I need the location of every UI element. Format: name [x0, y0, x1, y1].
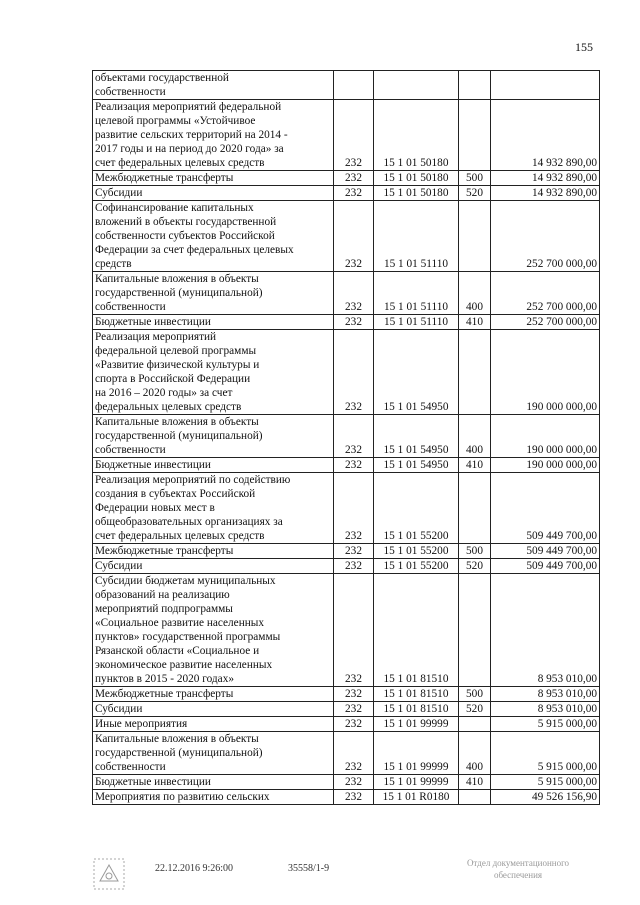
- row-sum-cell: 5 915 000,00: [491, 775, 600, 790]
- row-type-cell: 410: [459, 315, 491, 330]
- row-code-cell: 232: [334, 458, 374, 473]
- footer-doc-number: 35558/1-9: [288, 863, 330, 874]
- row-article-cell: 15 1 01 81510: [374, 702, 459, 717]
- table-row: [93, 790, 600, 805]
- row-article-cell: 15 1 01 55200: [374, 544, 459, 559]
- row-sum-cell: 8 953 010,00: [491, 702, 600, 717]
- row-name-cell: Реализация мероприятий по содействию создания в субъектах Российской Федерации новых мест в общеобразовательных организациях за счет федеральных целевых средств: [93, 473, 334, 544]
- row-name-cell: Межбюджетные трансферты: [93, 171, 334, 186]
- table-row: [93, 315, 600, 330]
- row-article-cell: 15 1 01 50180: [374, 171, 459, 186]
- row-article-cell: 15 1 01 51110: [374, 272, 459, 315]
- row-name-cell: Бюджетные инвестиции: [93, 775, 334, 790]
- row-article-cell: 15 1 01 81510: [374, 687, 459, 702]
- row-type-cell: 410: [459, 775, 491, 790]
- row-type-cell: 500: [459, 687, 491, 702]
- watermark-line: Отдел документационного: [466, 858, 570, 868]
- row-sum-cell: 509 449 700,00: [491, 559, 600, 574]
- table-row: [93, 71, 600, 100]
- row-type-cell: 520: [459, 702, 491, 717]
- row-name-cell: Капитальные вложения в объекты государственной (муниципальной) собственности: [93, 732, 334, 775]
- row-type-cell: 500: [459, 171, 491, 186]
- row-name-cell: Бюджетные инвестиции: [93, 458, 334, 473]
- row-sum-cell: 8 953 010,00: [491, 574, 600, 687]
- row-sum-cell: [491, 71, 600, 100]
- row-type-cell: [459, 201, 491, 272]
- row-article-cell: 15 1 01 54950: [374, 330, 459, 415]
- row-type-cell: 400: [459, 272, 491, 315]
- table-row: [93, 717, 600, 732]
- row-sum-cell: 509 449 700,00: [491, 473, 600, 544]
- row-type-cell: 500: [459, 544, 491, 559]
- table-row: [93, 544, 600, 559]
- row-code-cell: 232: [334, 732, 374, 775]
- table-row: [93, 687, 600, 702]
- page-number: 155: [575, 40, 593, 54]
- row-type-cell: 400: [459, 415, 491, 458]
- row-sum-cell: 14 932 890,00: [491, 100, 600, 171]
- row-code-cell: 232: [334, 171, 374, 186]
- row-code-cell: 232: [334, 687, 374, 702]
- row-name-cell: Бюджетные инвестиции: [93, 315, 334, 330]
- row-sum-cell: 14 932 890,00: [491, 171, 600, 186]
- row-type-cell: [459, 473, 491, 544]
- budget-table: [92, 70, 600, 805]
- registration-stamp-icon: [92, 857, 126, 891]
- row-name-cell: Субсидии: [93, 186, 334, 201]
- row-name-cell: Реализация мероприятий федеральной целевой программы «Устойчивое развитие сельских территорий на 2014 - 2017 годы и на период до 2020 года» за счет федеральных целевых средств: [93, 100, 334, 171]
- row-article-cell: 15 1 01 81510: [374, 574, 459, 687]
- row-name-cell: Иные мероприятия: [93, 717, 334, 732]
- row-sum-cell: 190 000 000,00: [491, 458, 600, 473]
- row-code-cell: 232: [334, 201, 374, 272]
- row-sum-cell: 5 915 000,00: [491, 717, 600, 732]
- row-code-cell: 232: [334, 559, 374, 574]
- row-type-cell: 520: [459, 186, 491, 201]
- row-code-cell: 232: [334, 717, 374, 732]
- row-sum-cell: 5 915 000,00: [491, 732, 600, 775]
- row-article-cell: 15 1 01 54950: [374, 458, 459, 473]
- table-row: [93, 415, 600, 458]
- table-row: [93, 775, 600, 790]
- table-row: [93, 186, 600, 201]
- row-article-cell: 15 1 01 51110: [374, 315, 459, 330]
- table-row: [93, 201, 600, 272]
- table-row: [93, 473, 600, 544]
- row-sum-cell: 14 932 890,00: [491, 186, 600, 201]
- row-sum-cell: 8 953 010,00: [491, 687, 600, 702]
- row-article-cell: 15 1 01 55200: [374, 559, 459, 574]
- row-sum-cell: 190 000 000,00: [491, 330, 600, 415]
- row-code-cell: 232: [334, 775, 374, 790]
- row-type-cell: [459, 717, 491, 732]
- row-article-cell: 15 1 01 50180: [374, 100, 459, 171]
- row-code-cell: 232: [334, 415, 374, 458]
- row-type-cell: [459, 330, 491, 415]
- row-name-cell: Капитальные вложения в объекты государственной (муниципальной) собственности: [93, 272, 334, 315]
- row-article-cell: 15 1 01 50180: [374, 186, 459, 201]
- table-row: [93, 171, 600, 186]
- row-article-cell: 15 1 01 54950: [374, 415, 459, 458]
- row-sum-cell: 190 000 000,00: [491, 415, 600, 458]
- row-code-cell: 232: [334, 330, 374, 415]
- table-row: [93, 100, 600, 171]
- table-row: [93, 272, 600, 315]
- row-type-cell: [459, 790, 491, 805]
- table-row: [93, 559, 600, 574]
- row-name-cell: Мероприятия по развитию сельских: [93, 790, 334, 805]
- row-code-cell: 232: [334, 100, 374, 171]
- table-row: [93, 702, 600, 717]
- row-name-cell: Межбюджетные трансферты: [93, 544, 334, 559]
- watermark-line: обеспечения: [493, 870, 543, 880]
- row-code-cell: 232: [334, 315, 374, 330]
- row-article-cell: [374, 71, 459, 100]
- row-code-cell: 232: [334, 473, 374, 544]
- row-sum-cell: 252 700 000,00: [491, 201, 600, 272]
- row-sum-cell: 252 700 000,00: [491, 272, 600, 315]
- row-article-cell: 15 1 01 99999: [374, 732, 459, 775]
- row-type-cell: 410: [459, 458, 491, 473]
- row-type-cell: [459, 100, 491, 171]
- table-row: [93, 574, 600, 687]
- footer-timestamp: 22.12.2016 9:26:00: [155, 863, 234, 874]
- row-code-cell: [334, 71, 374, 100]
- row-code-cell: 232: [334, 272, 374, 315]
- row-name-cell: Межбюджетные трансферты: [93, 687, 334, 702]
- row-sum-cell: 252 700 000,00: [491, 315, 600, 330]
- row-article-cell: 15 1 01 R0180: [374, 790, 459, 805]
- row-type-cell: 520: [459, 559, 491, 574]
- row-name-cell: Субсидии бюджетам муниципальных образований на реализацию мероприятий подпрограммы «Социальное развитие населенных пунктов» государственной программы Рязанской области «Социальное и экономическое развитие населенных пунктов в 2015 - 2020 годах»: [93, 574, 334, 687]
- row-type-cell: [459, 71, 491, 100]
- row-code-cell: 232: [334, 790, 374, 805]
- row-code-cell: 232: [334, 186, 374, 201]
- footer: [0, 857, 640, 897]
- table-row: [93, 732, 600, 775]
- row-sum-cell: 509 449 700,00: [491, 544, 600, 559]
- table-row: [93, 330, 600, 415]
- row-article-cell: 15 1 01 99999: [374, 717, 459, 732]
- row-name-cell: Софинансирование капитальных вложений в объекты государственной собственности субъектов Российской Федерации за счет федеральных целевых средств: [93, 201, 334, 272]
- row-type-cell: [459, 574, 491, 687]
- row-name-cell: Реализация мероприятий федеральной целевой программы «Развитие физической культуры и спорта в Российской Федерации на 2016 – 2020 годы» за счет федеральных целевых средств: [93, 330, 334, 415]
- row-sum-cell: 49 526 156,90: [491, 790, 600, 805]
- row-name-cell: Субсидии: [93, 559, 334, 574]
- row-code-cell: 232: [334, 702, 374, 717]
- watermark: [448, 857, 588, 881]
- row-article-cell: 15 1 01 99999: [374, 775, 459, 790]
- row-code-cell: 232: [334, 544, 374, 559]
- row-name-cell: Капитальные вложения в объекты государственной (муниципальной) собственности: [93, 415, 334, 458]
- row-name-cell: объектами государственной собственности: [93, 71, 334, 100]
- row-name-cell: Субсидии: [93, 702, 334, 717]
- row-type-cell: 400: [459, 732, 491, 775]
- table-row: [93, 458, 600, 473]
- row-article-cell: 15 1 01 55200: [374, 473, 459, 544]
- row-code-cell: 232: [334, 574, 374, 687]
- table-body: [93, 71, 600, 805]
- row-article-cell: 15 1 01 51110: [374, 201, 459, 272]
